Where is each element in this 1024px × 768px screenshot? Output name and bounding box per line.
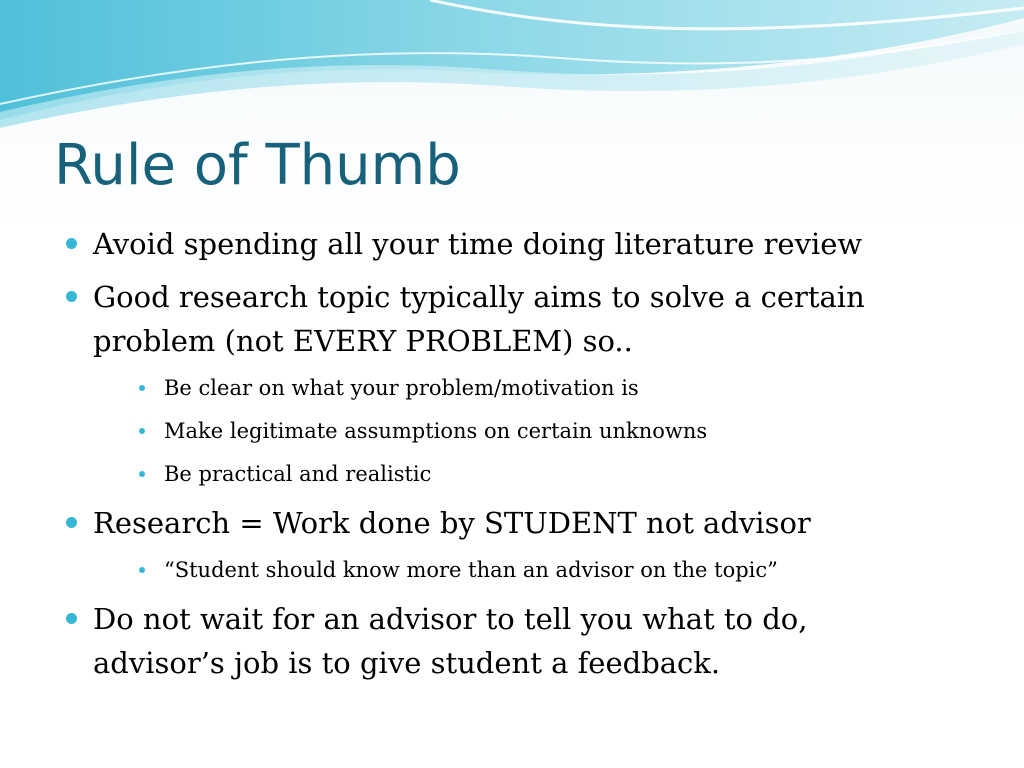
bullet-item	[62, 501, 982, 545]
bullet-text: problem (not EVERY PROBLEM) so..	[93, 324, 633, 358]
bullet-text: advisor’s job is to give student a feedback.	[93, 646, 721, 680]
sub-bullet-item	[62, 415, 982, 447]
bullet-dot-icon	[139, 385, 145, 391]
bullet-text: “Student should know more than an advisor on the topic”	[164, 558, 778, 582]
bullet-dot-icon	[139, 428, 145, 434]
bullet-dot-icon	[139, 471, 145, 477]
bullet-dot-icon	[66, 613, 77, 624]
bullet-text: Research = Work done by STUDENT not advisor	[93, 506, 811, 540]
bullet-dot-icon	[66, 238, 77, 249]
bullet-dot-icon	[66, 517, 77, 528]
bullet-text: Be clear on what your problem/motivation is	[164, 376, 639, 400]
sub-bullet-item	[62, 372, 982, 404]
bullet-item	[62, 222, 982, 266]
bullet-list	[62, 222, 982, 694]
bullet-dot-icon	[66, 291, 77, 302]
bullet-item	[62, 275, 982, 363]
sub-bullet-item	[62, 554, 982, 586]
slide-title: Rule of Thumb	[54, 133, 461, 198]
header-wave-decoration	[0, 0, 1024, 130]
bullet-text: Do not wait for an advisor to tell you what to do,	[93, 602, 808, 636]
bullet-text: Good research topic typically aims to solve a certain	[93, 280, 865, 314]
bullet-text: Make legitimate assumptions on certain unknowns	[164, 419, 708, 443]
bullet-text: Avoid spending all your time doing literature review	[93, 227, 863, 261]
sub-bullet-item	[62, 458, 982, 490]
bullet-text: Be practical and realistic	[164, 462, 432, 486]
bullet-item	[62, 597, 982, 685]
bullet-dot-icon	[139, 567, 145, 573]
